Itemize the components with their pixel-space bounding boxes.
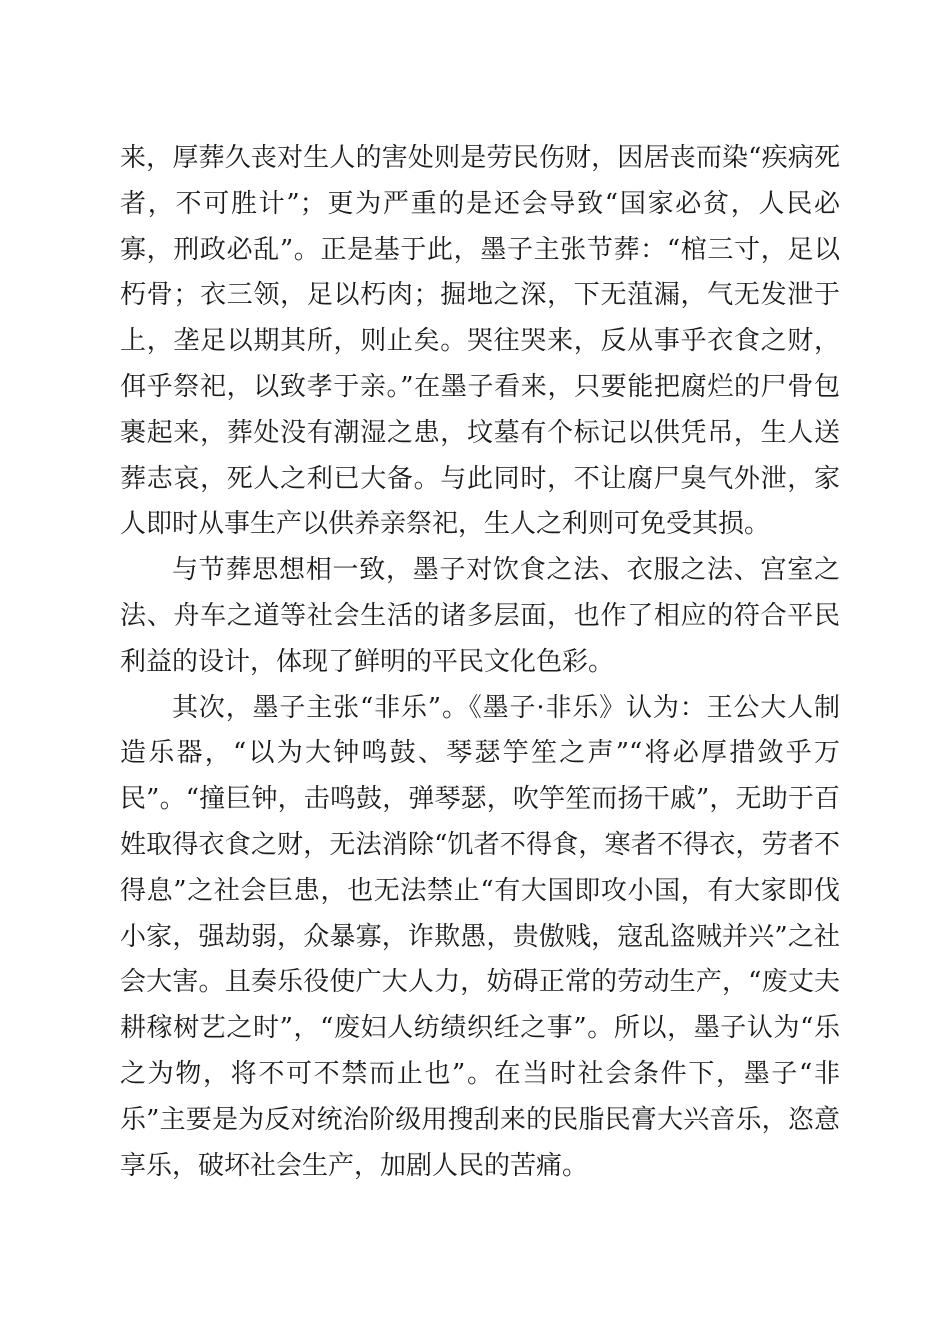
paragraph-fei-yue: 其次，墨子主张“非乐”。《墨子·非乐》认为：王公大人制造乐器，“以为大钟鸣鼓、琴瑟竽笙之声”“将必厚措敛乎万民”。“撞巨钟，击鸣鼓，弹琴瑟，吹竽笙而扬干戚”，无助于百姓取得衣食之财，无法消除“饥者不得食，寒者不得衣，劳者不得息”之社会巨患，也无法禁止“有大国即攻小国，有大家即伐小家，强劫弱，众暴寡，诈欺愚，贵傲贱，寇乱盗贼并兴”之社会大害。且奏乐役使广大人力，妨碍正常的劳动生产，“废丈夫耕稼树艺之时”，“废妇人纺绩织纴之事”。所以，墨子认为“乐之为物，将不可不禁而止也”。在当时社会条件下，墨子“非乐”主要是为反对统治阶级用搜刮来的民脂民膏大兴音乐，恣意享乐，破坏社会生产，加剧人民的苦痛。: [120, 692, 840, 1181]
paragraph-frugal-design: 与节葬思想相一致，墨子对饮食之法、衣服之法、宫室之法、舟车之道等社会生活的诸多层面，也作了相应的符合平民利益的设计，体现了鲜明的平民文化色彩。: [120, 555, 840, 677]
paragraph-burial-continuation: 来，厚葬久丧对生人的害处则是劳民伤财，因居丧而染“疾病死者，不可胜计”；更为严重的是还会导致“国家必贫，人民必寡，刑政必乱”。正是基于此，墨子主张节葬：“棺三寸，足以朽骨；衣三领，足以朽肉；掘地之深，下无菹漏，气无发泄于上，垄足以期其所，则止矣。哭往哭来，反从事乎衣食之财，佴乎祭祀，以致孝于亲。”在墨子看来，只要能把腐烂的尸骨包裹起来，葬处没有潮湿之患，坟墓有个标记以供凭吊，生人送葬志哀，死人之利已大备。与此同时，不让腐尸臭气外泄，家人即时从事生产以供养亲祭祀，生人之利则可免受其损。: [120, 143, 840, 540]
document-body: [120, 136, 840, 1189]
